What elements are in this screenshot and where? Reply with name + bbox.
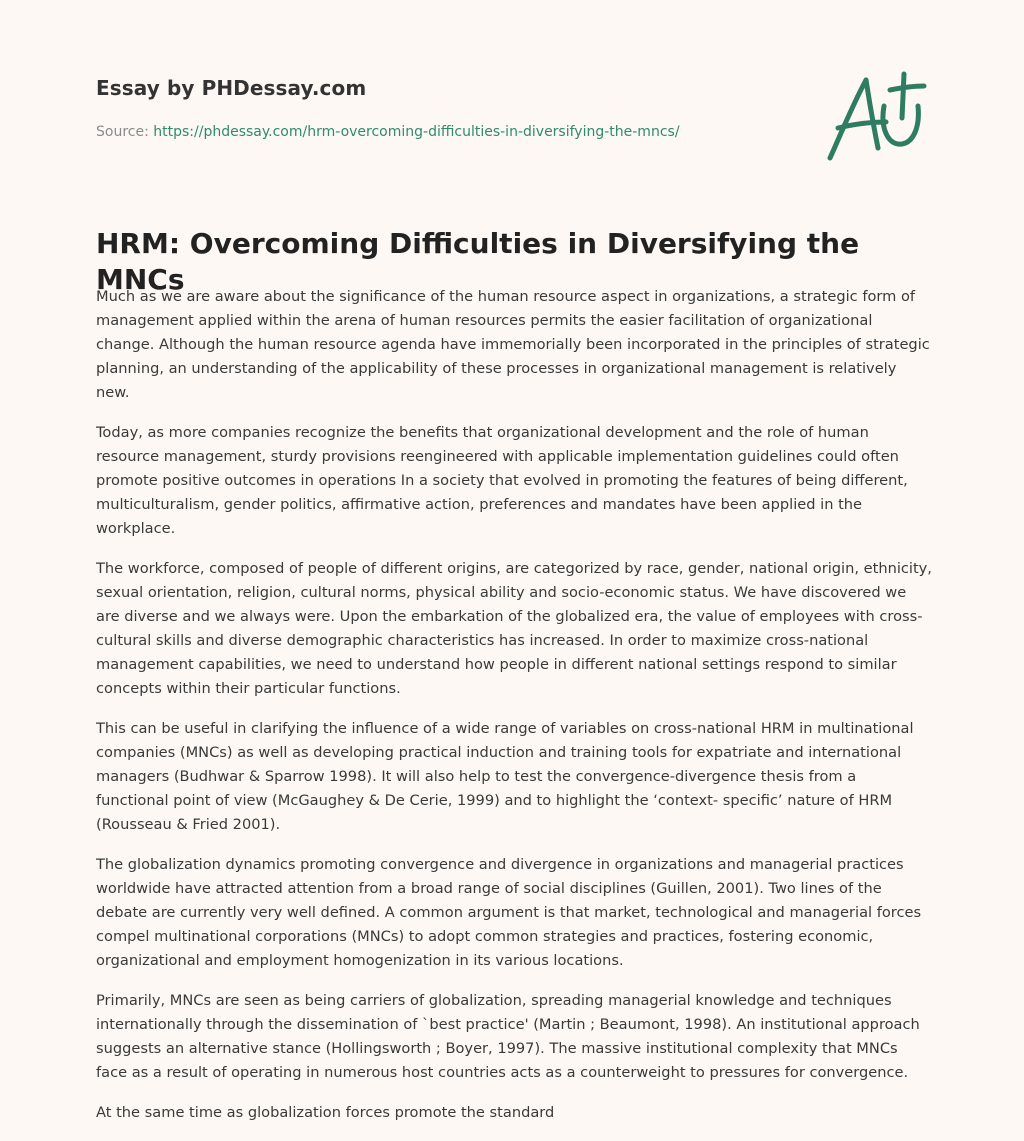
essay-paragraph: Primarily, MNCs are seen as being carriers of globalization, spreading managerial knowledge and techniques internationally through the dissemination of `best practice' (Martin ; Beaumont, 1998). An institutional approach suggests an alternative stance (Hollingsworth ; Boyer, 1997). The massive institutional complexity that MNCs face as a result of operating in numerous host countries acts as a counterweight to pressures for convergence. — [96, 992, 920, 1081]
source-link[interactable]: https://phdessay.com/hrm-overcoming-difficulties-in-diversifying-the-mncs/ — [153, 124, 680, 140]
a-plus-logo-icon — [820, 66, 930, 166]
essay-title: HRM: Overcoming Difficulties in Diversifying the MNCs — [96, 227, 860, 297]
essay-paragraph: The globalization dynamics promoting convergence and divergence in organizations and managerial practices worldwide have attracted attention from a broad range of social disciplines (Guillen, 2001). Two lines of the debate are currently very well defined. A common argument is that market, technological and managerial forces compel multinational corporations (MNCs) to adopt common strategies and practices, fostering economic, organizational and employment homogenization in its various locations. — [96, 856, 922, 969]
essay-paragraph: The workforce, composed of people of different origins, are categorized by race, gender, national origin, ethnicity, sexual orientation, religion, cultural norms, physical ability and socio-economic status. We have discovered we are diverse and we always were. Upon the embarkation of the globalized era, the value of employees with cross-cultural skills and diverse demographic characteristics has increased. In order to maximize cross-national management capabilities, we need to understand how people in different national settings respond to similar concepts within their particular functions. — [96, 560, 932, 697]
site-title: Essay by PHDessay.com — [96, 76, 367, 100]
essay-paragraph: Today, as more companies recognize the benefits that organizational development and the role of human resource management, sturdy provisions reengineered with applicable implementation guidelines could often promote positive outcomes in operations In a society that evolved in promoting the features of being different, multiculturalism, gender politics, affirmative action, preferences and mandates have been applied in the workplace. — [96, 424, 908, 537]
essay-paragraph: This can be useful in clarifying the influence of a wide range of variables on cross-national HRM in multinational companies (MNCs) as well as developing practical induction and training tools for expatriate and international managers (Budhwar & Sparrow 1998). It will also help to test the convergence-divergence thesis from a functional point of view (McGaughey & De Cerie, 1999) and to highlight the ‘context- specific’ nature of HRM (Rousseau & Fried 2001). — [96, 720, 914, 833]
essay-body — [96, 285, 932, 1141]
source-label: Source: — [96, 124, 149, 140]
essay-paragraph: Much as we are aware about the significance of the human resource aspect in organizations, a strategic form of management applied within the arena of human resources permits the easier facilitation of organizational change. Although the human resource agenda have immemorially been incorporated in the principles of strategic planning, an understanding of the applicability of these processes in organizational management is relatively new. — [96, 288, 930, 401]
source-line — [96, 124, 680, 140]
essay-paragraph: At the same time as globalization forces promote the standard — [96, 1104, 555, 1121]
